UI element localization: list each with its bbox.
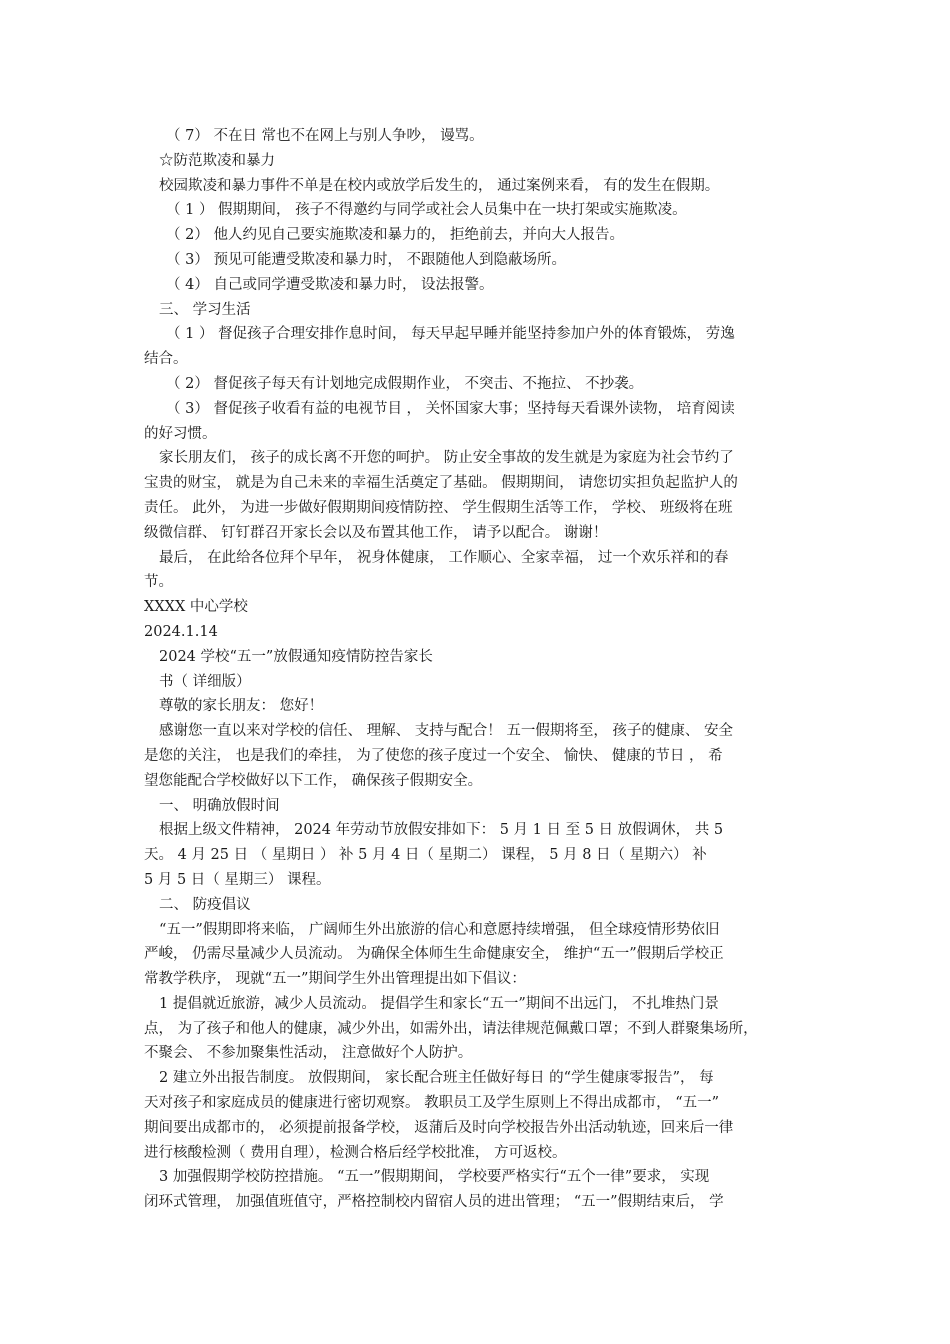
- text-line: 根据上级文件精神， 2024 年劳动节放假安排如下： 5 月 1 日 至 5 日 放假调休， 共 5: [159, 822, 724, 839]
- text-line: 校园欺凌和暴力事件不单是在校内或放学后发生的， 通过案例来看， 有的发生在假期。: [159, 177, 720, 194]
- text-line: 二、 防疫倡议: [159, 896, 251, 913]
- text-line: 责任。 此外， 为进一步做好假期期间疫情防控、 学生假期生活等工作， 学校、 班级将在班: [144, 499, 733, 516]
- text-line: （ 1 ） 督促孩子合理安排作息时间， 每天早起早睡并能坚持参加户外的体育锻炼， 劳逸: [166, 326, 735, 343]
- text-line: （ 3） 预见可能遭受欺凌和暴力时， 不跟随他人到隐蔽场所。: [166, 251, 567, 268]
- text-line: （ 2） 督促孩子每天有计划地完成假期作业， 不突击、不拖拉、 不抄袭。: [166, 375, 644, 392]
- text-line: “五一”假期即将来临， 广阔师生外出旅游的信心和意愿持续增强， 但全球疫情形势依旧: [159, 921, 720, 938]
- text-line: 2024.1.14: [144, 623, 218, 640]
- text-line: 三、 学习生活: [159, 301, 251, 318]
- text-line: 望您能配合学校做好以下工作， 确保孩子假期安全。: [144, 772, 483, 789]
- text-line: 天对孩子和家庭成员的健康进行密切观察。 教职员工及学生原则上不得出成都市， “五一”: [144, 1095, 720, 1112]
- text-line: 是您的关注， 也是我们的牵挂， 为了使您的孩子度过一个安全、 愉快、 健康的节日 ， 希: [144, 747, 723, 764]
- text-line: （ 1 ） 假期期间， 孩子不得邀约与同学或社会人员集中在一块打架或实施欺凌。: [166, 202, 687, 219]
- text-line: ☆防范欺凌和暴力: [159, 152, 275, 169]
- text-line: 天。 4 月 25 日 （ 星期日 ） 补 5 月 4 日（ 星期二） 课程， 5 月 8 日（ 星期六） 补: [144, 847, 707, 864]
- text-line: 级微信群、 钉钉群召开家长会以及布置其他工作， 请予以配合。 谢谢！: [144, 524, 608, 541]
- text-line: XXXX 中心学校: [144, 599, 248, 616]
- text-line: 期间要出成都市的， 必须提前报备学校， 返蒲后及时向学校报告外出活动轨迹，回来后一律: [144, 1119, 734, 1136]
- text-line: （ 7） 不在日 常也不在网上与别人争吵， 谩骂。: [166, 128, 484, 144]
- text-line: （ 4） 自己或同学遭受欺凌和暴力时， 设法报警。: [166, 276, 494, 293]
- text-line: 点， 为了孩子和他人的健康，减少外出，如需外出，请法律规范佩戴口罩；不到人群聚集场所，: [144, 1020, 758, 1037]
- document-page: [144, 124, 810, 1215]
- text-line: 的好习惯。: [144, 425, 217, 442]
- text-line: 闭环式管理， 加强值班值守，严格控制校内留宿人员的进出管理； “五一”假期结束后， 学: [144, 1194, 724, 1211]
- text-line: （ 2） 他人约见自己要实施欺凌和暴力的， 拒绝前去，并向大人报告。: [166, 227, 625, 244]
- text-line: 结合。: [144, 351, 188, 368]
- text-line: 一、 明确放假时间: [159, 797, 280, 814]
- text-line: 1 提倡就近旅游，减少人员流动。 提倡学生和家长“五一”期间不出远门， 不扎堆热门景: [159, 995, 719, 1012]
- text-line: 不聚会、 不参加聚集性活动， 注意做好个人防护。: [144, 1045, 473, 1062]
- text-line: 严峻， 仍需尽量减少人员流动。 为确保全体师生生命健康安全， 维护“五一”假期后学校正: [144, 946, 724, 963]
- text-line: （ 3） 督促孩子收看有益的电视节目 ， 关怀国家大事；坚持每天看课外读物， 培育阅读: [166, 400, 735, 417]
- text-line: 3 加强假期学校防控措施。 “五一”假期期间， 学校要严格实行“五个一律”要求， 实现: [159, 1169, 710, 1186]
- text-line: 感谢您一直以来对学校的信任、 理解、 支持与配合！ 五一假期将至， 孩子的健康、 安全: [159, 723, 734, 740]
- text-line: 宝贵的财宝， 就是为自己未来的幸福生活奠定了基础。 假期期间， 请您切实担负起监护人的: [144, 475, 738, 492]
- text-line: 常教学秩序， 现就“五一”期间学生外出管理提出如下倡议：: [144, 971, 526, 988]
- text-line: 5 月 5 日（ 星期三） 课程。: [144, 871, 331, 888]
- text-line: 进行核酸检测（ 费用自理），检测合格后经学校批准， 方可返校。: [144, 1144, 567, 1161]
- text-line: 节。: [144, 574, 173, 591]
- text-line: 书（ 详细版）: [159, 673, 251, 690]
- text-line: 2024 学校“五一”放假通知疫情防控告家长: [159, 648, 433, 665]
- text-line: 家长朋友们， 孩子的成长离不开您的呵护。 防止安全事故的发生就是为家庭为社会节约了: [159, 450, 734, 467]
- text-line: 2 建立外出报告制度。 放假期间， 家长配合班主任做好每日 的“学生健康零报告”， 每: [159, 1070, 714, 1087]
- text-line: 最后， 在此给各位拜个早年， 祝身体健康， 工作顺心、全家幸福， 过一个欢乐祥和的春: [159, 549, 729, 566]
- text-line: 尊敬的家长朋友： 您好！: [159, 698, 324, 715]
